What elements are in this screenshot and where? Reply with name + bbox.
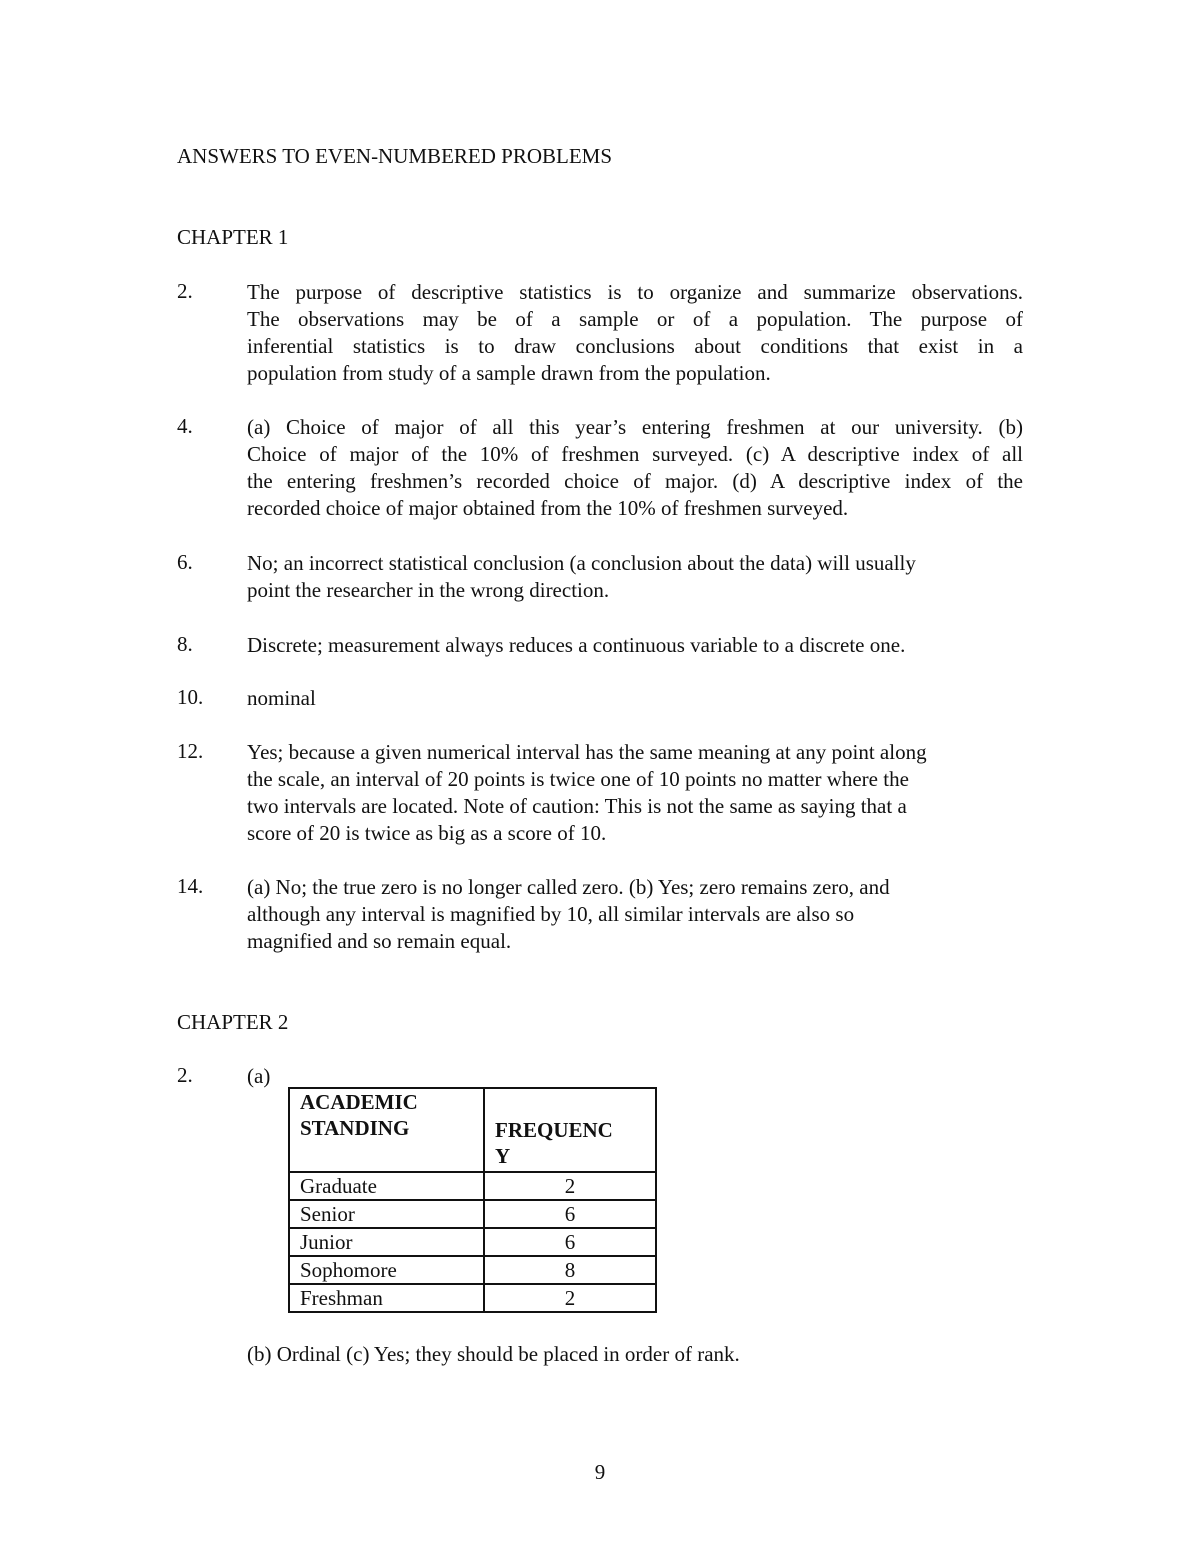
table-row: [289, 1172, 656, 1200]
answer-line: The observations may be of a sample or of a population. The purpose of: [247, 307, 1023, 331]
answer-part-a-label: (a): [247, 1064, 271, 1088]
table-header-row: [289, 1088, 656, 1172]
page-number: 9: [594, 1460, 606, 1484]
answer-parts-b-c: (b) Ordinal (c) Yes; they should be placed in order of rank.: [247, 1342, 740, 1366]
answer-line: point the researcher in the wrong direction.: [247, 578, 610, 602]
column-header-academic-standing: [289, 1088, 484, 1172]
answer-line: The purpose of descriptive statistics is to organize and summarize observations.: [247, 280, 1023, 304]
column-header-frequency: [484, 1088, 656, 1172]
header-text: ACADEMIC: [300, 1090, 418, 1114]
standing-cell: Senior: [289, 1200, 484, 1228]
frequency-cell: 6: [484, 1228, 656, 1256]
frequency-cell: 2: [484, 1172, 656, 1200]
answer-line: two intervals are located. Note of caution: This is not the same as saying that a: [247, 794, 907, 818]
chapter-2-heading: CHAPTER 2: [177, 1010, 289, 1034]
answer-line: inferential statistics is to draw conclusions about conditions that exist in a: [247, 334, 1023, 358]
answer-line: Discrete; measurement always reduces a continuous variable to a discrete one.: [247, 633, 906, 657]
table-row: [289, 1200, 656, 1228]
answer-number: 2.: [177, 279, 193, 303]
answer-line: (a) No; the true zero is no longer called zero. (b) Yes; zero remains zero, and: [247, 875, 890, 899]
answer-line: Yes; because a given numerical interval has the same meaning at any point along: [247, 740, 927, 764]
frequency-cell: 2: [484, 1284, 656, 1312]
answer-number: 14.: [177, 874, 204, 898]
answer-line: (a) Choice of major of all this year’s entering freshmen at our university. (b): [247, 415, 1023, 439]
answer-text: [247, 279, 1023, 387]
standing-cell: Freshman: [289, 1284, 484, 1312]
answer-number: 4.: [177, 414, 193, 438]
header-text: Y: [495, 1144, 511, 1168]
answer-number: 10.: [177, 685, 204, 709]
standing-cell: Sophomore: [289, 1256, 484, 1284]
frequency-cell: 6: [484, 1200, 656, 1228]
answer-number: 6.: [177, 550, 193, 574]
header-text: FREQUENC: [495, 1118, 613, 1142]
answer-text: [247, 739, 1023, 847]
answer-text: [247, 685, 1023, 712]
answer-line: No; an incorrect statistical conclusion (a conclusion about the data) will usually: [247, 551, 916, 575]
answer-text: [247, 874, 1023, 955]
frequency-cell: 8: [484, 1256, 656, 1284]
answer-text: [247, 550, 1023, 604]
answer-text: [247, 632, 1023, 659]
header-text: STANDING: [300, 1116, 410, 1140]
answer-line: score of 20 is twice as big as a score of 10.: [247, 821, 607, 845]
standing-cell: Graduate: [289, 1172, 484, 1200]
answer-line: nominal: [247, 686, 316, 710]
answer-number: 12.: [177, 739, 204, 763]
answer-line: the entering freshmen’s recorded choice of major. (d) A descriptive index of the: [247, 469, 1023, 493]
answer-text: [247, 414, 1023, 522]
table-row: [289, 1256, 656, 1284]
table-row: [289, 1284, 656, 1312]
table-row: [289, 1228, 656, 1256]
standing-cell: Junior: [289, 1228, 484, 1256]
answer-number: 8.: [177, 632, 193, 656]
answer-line: although any interval is magnified by 10, all similar intervals are also so: [247, 902, 855, 926]
chapter-1-heading: CHAPTER 1: [177, 225, 289, 249]
document-title: ANSWERS TO EVEN-NUMBERED PROBLEMS: [177, 144, 613, 168]
answer-line: recorded choice of major obtained from the 10% of freshmen surveyed.: [247, 496, 849, 520]
frequency-table: [288, 1087, 657, 1313]
answer-number: 2.: [177, 1063, 193, 1087]
answer-line: the scale, an interval of 20 points is twice one of 10 points no matter where the: [247, 767, 909, 791]
answer-line: Choice of major of the 10% of freshmen surveyed. (c) A descriptive index of all: [247, 442, 1023, 466]
answer-line: magnified and so remain equal.: [247, 929, 512, 953]
answer-line: population from study of a sample drawn from the population.: [247, 361, 771, 385]
